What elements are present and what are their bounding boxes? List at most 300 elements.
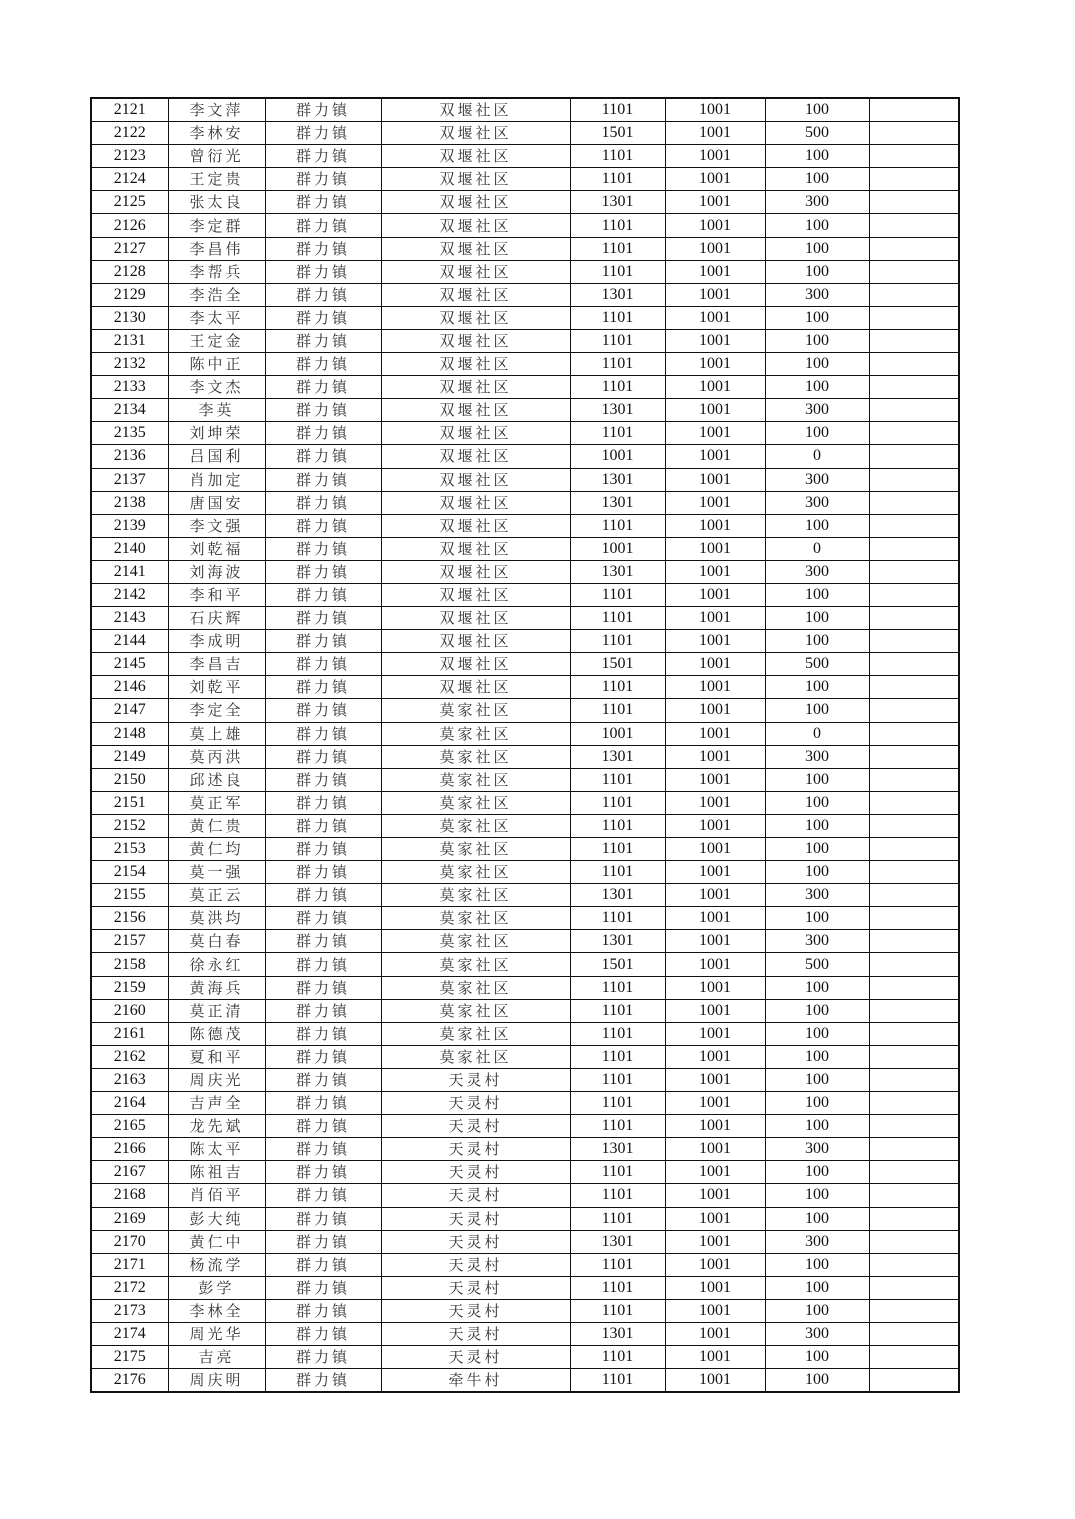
cell-amount: 100	[765, 1253, 869, 1276]
cell-number: 2174	[91, 1322, 168, 1345]
cell-code-1: 1001	[570, 445, 665, 468]
cell-code-1: 1101	[570, 838, 665, 861]
cell-number: 2167	[91, 1161, 168, 1184]
table-row	[91, 399, 959, 422]
table-row	[91, 676, 959, 699]
table-row	[91, 1092, 959, 1115]
cell-village: 天灵村	[381, 1115, 570, 1138]
table-row	[91, 468, 959, 491]
cell-code-1: 1101	[570, 676, 665, 699]
cell-village: 天灵村	[381, 1207, 570, 1230]
cell-code-2: 1001	[665, 1369, 765, 1393]
cell-number: 2134	[91, 399, 168, 422]
cell-number: 2160	[91, 999, 168, 1022]
cell-note	[869, 653, 959, 676]
cell-name: 李英	[168, 399, 265, 422]
cell-code-2: 1001	[665, 607, 765, 630]
cell-name: 徐永红	[168, 953, 265, 976]
cell-name: 肖佰平	[168, 1184, 265, 1207]
cell-note	[869, 1346, 959, 1369]
cell-town: 群力镇	[265, 1022, 381, 1045]
cell-note	[869, 1068, 959, 1091]
cell-village: 天灵村	[381, 1276, 570, 1299]
cell-village: 双堰社区	[381, 353, 570, 376]
cell-town: 群力镇	[265, 122, 381, 145]
cell-name: 莫正军	[168, 791, 265, 814]
cell-note	[869, 791, 959, 814]
cell-code-2: 1001	[665, 768, 765, 791]
cell-amount: 100	[765, 306, 869, 329]
cell-name: 石庆辉	[168, 607, 265, 630]
cell-town: 群力镇	[265, 1230, 381, 1253]
cell-code-2: 1001	[665, 745, 765, 768]
cell-code-1: 1301	[570, 560, 665, 583]
cell-village: 天灵村	[381, 1253, 570, 1276]
cell-number: 2154	[91, 861, 168, 884]
cell-amount: 100	[765, 583, 869, 606]
cell-name: 刘坤荣	[168, 422, 265, 445]
cell-number: 2162	[91, 1045, 168, 1068]
cell-name: 张太良	[168, 191, 265, 214]
cell-name: 吉声全	[168, 1092, 265, 1115]
cell-village: 双堰社区	[381, 607, 570, 630]
table-row	[91, 445, 959, 468]
cell-number: 2128	[91, 260, 168, 283]
table-row	[91, 1253, 959, 1276]
cell-number: 2126	[91, 214, 168, 237]
cell-town: 群力镇	[265, 1253, 381, 1276]
cell-code-1: 1101	[570, 999, 665, 1022]
cell-note	[869, 1115, 959, 1138]
cell-amount: 100	[765, 329, 869, 352]
cell-code-1: 1101	[570, 768, 665, 791]
table-row	[91, 168, 959, 191]
table-row	[91, 1230, 959, 1253]
cell-number: 2169	[91, 1207, 168, 1230]
cell-name: 彭学	[168, 1276, 265, 1299]
cell-code-1: 1101	[570, 907, 665, 930]
cell-number: 2158	[91, 953, 168, 976]
cell-amount: 100	[765, 1092, 869, 1115]
cell-name: 莫洪均	[168, 907, 265, 930]
cell-code-1: 1101	[570, 791, 665, 814]
table-row	[91, 1022, 959, 1045]
cell-village: 牵牛村	[381, 1369, 570, 1393]
cell-name: 邱述良	[168, 768, 265, 791]
cell-number: 2157	[91, 930, 168, 953]
cell-code-2: 1001	[665, 399, 765, 422]
cell-village: 双堰社区	[381, 676, 570, 699]
cell-code-1: 1101	[570, 145, 665, 168]
cell-note	[869, 699, 959, 722]
cell-name: 李昌伟	[168, 237, 265, 260]
cell-code-2: 1001	[665, 1115, 765, 1138]
cell-code-1: 1101	[570, 1068, 665, 1091]
cell-number: 2152	[91, 814, 168, 837]
cell-note	[869, 976, 959, 999]
cell-code-1: 1101	[570, 1092, 665, 1115]
cell-town: 群力镇	[265, 491, 381, 514]
cell-number: 2141	[91, 560, 168, 583]
cell-town: 群力镇	[265, 468, 381, 491]
cell-code-1: 1301	[570, 1230, 665, 1253]
cell-name: 李昌吉	[168, 653, 265, 676]
cell-code-1: 1101	[570, 168, 665, 191]
cell-note	[869, 1138, 959, 1161]
cell-town: 群力镇	[265, 745, 381, 768]
cell-amount: 100	[765, 999, 869, 1022]
cell-code-2: 1001	[665, 1138, 765, 1161]
cell-village: 莫家社区	[381, 884, 570, 907]
cell-village: 天灵村	[381, 1346, 570, 1369]
cell-code-1: 1101	[570, 630, 665, 653]
cell-note	[869, 260, 959, 283]
cell-town: 群力镇	[265, 722, 381, 745]
cell-town: 群力镇	[265, 1045, 381, 1068]
cell-amount: 100	[765, 1161, 869, 1184]
cell-town: 群力镇	[265, 607, 381, 630]
cell-code-2: 1001	[665, 191, 765, 214]
cell-code-1: 1101	[570, 306, 665, 329]
cell-name: 刘乾福	[168, 537, 265, 560]
cell-village: 双堰社区	[381, 168, 570, 191]
cell-amount: 100	[765, 861, 869, 884]
cell-name: 夏和平	[168, 1045, 265, 1068]
cell-village: 天灵村	[381, 1161, 570, 1184]
cell-code-2: 1001	[665, 168, 765, 191]
cell-number: 2164	[91, 1092, 168, 1115]
table-row	[91, 699, 959, 722]
cell-code-1: 1101	[570, 814, 665, 837]
table-row	[91, 191, 959, 214]
cell-code-2: 1001	[665, 953, 765, 976]
cell-number: 2150	[91, 768, 168, 791]
cell-code-1: 1101	[570, 353, 665, 376]
table-row	[91, 353, 959, 376]
cell-village: 双堰社区	[381, 653, 570, 676]
cell-note	[869, 768, 959, 791]
cell-name: 李文杰	[168, 376, 265, 399]
cell-amount: 300	[765, 884, 869, 907]
cell-village: 双堰社区	[381, 468, 570, 491]
cell-code-1: 1101	[570, 607, 665, 630]
cell-amount: 100	[765, 1045, 869, 1068]
cell-village: 天灵村	[381, 1068, 570, 1091]
cell-name: 周庆光	[168, 1068, 265, 1091]
cell-code-2: 1001	[665, 306, 765, 329]
table-row	[91, 1207, 959, 1230]
cell-code-1: 1301	[570, 283, 665, 306]
cell-amount: 100	[765, 422, 869, 445]
cell-note	[869, 145, 959, 168]
cell-name: 周光华	[168, 1322, 265, 1345]
cell-amount: 0	[765, 445, 869, 468]
cell-number: 2131	[91, 329, 168, 352]
cell-amount: 100	[765, 214, 869, 237]
cell-code-1: 1501	[570, 122, 665, 145]
cell-code-2: 1001	[665, 814, 765, 837]
cell-name: 李浩全	[168, 283, 265, 306]
cell-village: 莫家社区	[381, 814, 570, 837]
cell-amount: 100	[765, 630, 869, 653]
cell-code-2: 1001	[665, 514, 765, 537]
cell-code-1: 1101	[570, 1207, 665, 1230]
cell-town: 群力镇	[265, 1346, 381, 1369]
cell-amount: 100	[765, 237, 869, 260]
cell-note	[869, 884, 959, 907]
cell-town: 群力镇	[265, 260, 381, 283]
table-row	[91, 1045, 959, 1068]
cell-amount: 300	[765, 491, 869, 514]
cell-number: 2155	[91, 884, 168, 907]
table-row	[91, 653, 959, 676]
cell-number: 2122	[91, 122, 168, 145]
cell-amount: 100	[765, 168, 869, 191]
cell-village: 莫家社区	[381, 838, 570, 861]
cell-town: 群力镇	[265, 1299, 381, 1322]
cell-note	[869, 1092, 959, 1115]
cell-town: 群力镇	[265, 399, 381, 422]
cell-name: 杨流学	[168, 1253, 265, 1276]
cell-name: 陈德茂	[168, 1022, 265, 1045]
cell-village: 天灵村	[381, 1230, 570, 1253]
cell-amount: 100	[765, 607, 869, 630]
cell-number: 2135	[91, 422, 168, 445]
cell-village: 莫家社区	[381, 1022, 570, 1045]
cell-code-1: 1101	[570, 1022, 665, 1045]
cell-village: 莫家社区	[381, 861, 570, 884]
cell-number: 2133	[91, 376, 168, 399]
cell-number: 2156	[91, 907, 168, 930]
cell-village: 莫家社区	[381, 1045, 570, 1068]
cell-number: 2139	[91, 514, 168, 537]
cell-note	[869, 745, 959, 768]
cell-code-2: 1001	[665, 1299, 765, 1322]
cell-code-1: 1301	[570, 1322, 665, 1345]
cell-amount: 0	[765, 537, 869, 560]
cell-town: 群力镇	[265, 953, 381, 976]
cell-name: 李成明	[168, 630, 265, 653]
table-row	[91, 1276, 959, 1299]
cell-note	[869, 1022, 959, 1045]
cell-code-2: 1001	[665, 1322, 765, 1345]
table-row	[91, 722, 959, 745]
cell-name: 周庆明	[168, 1369, 265, 1393]
table-row	[91, 1346, 959, 1369]
table-row	[91, 907, 959, 930]
cell-note	[869, 1184, 959, 1207]
cell-name: 李和平	[168, 583, 265, 606]
cell-code-2: 1001	[665, 999, 765, 1022]
cell-town: 群力镇	[265, 884, 381, 907]
cell-town: 群力镇	[265, 1207, 381, 1230]
cell-code-2: 1001	[665, 699, 765, 722]
table-row	[91, 791, 959, 814]
table-row	[91, 583, 959, 606]
cell-code-1: 1301	[570, 1138, 665, 1161]
cell-code-1: 1101	[570, 699, 665, 722]
cell-code-1: 1301	[570, 468, 665, 491]
cell-name: 肖加定	[168, 468, 265, 491]
cell-amount: 100	[765, 353, 869, 376]
cell-name: 李林全	[168, 1299, 265, 1322]
cell-town: 群力镇	[265, 1276, 381, 1299]
cell-number: 2153	[91, 838, 168, 861]
table-row	[91, 838, 959, 861]
cell-note	[869, 468, 959, 491]
cell-number: 2143	[91, 607, 168, 630]
cell-amount: 100	[765, 768, 869, 791]
cell-code-2: 1001	[665, 976, 765, 999]
cell-village: 双堰社区	[381, 422, 570, 445]
cell-village: 双堰社区	[381, 145, 570, 168]
cell-number: 2161	[91, 1022, 168, 1045]
cell-town: 群力镇	[265, 861, 381, 884]
cell-code-1: 1301	[570, 491, 665, 514]
cell-village: 双堰社区	[381, 491, 570, 514]
cell-code-2: 1001	[665, 145, 765, 168]
cell-amount: 100	[765, 699, 869, 722]
table-row	[91, 237, 959, 260]
cell-amount: 100	[765, 976, 869, 999]
cell-code-2: 1001	[665, 676, 765, 699]
cell-name: 李帮兵	[168, 260, 265, 283]
cell-code-2: 1001	[665, 838, 765, 861]
cell-code-1: 1301	[570, 399, 665, 422]
cell-note	[869, 861, 959, 884]
cell-amount: 100	[765, 376, 869, 399]
cell-town: 群力镇	[265, 583, 381, 606]
cell-town: 群力镇	[265, 168, 381, 191]
cell-name: 李定群	[168, 214, 265, 237]
cell-village: 双堰社区	[381, 237, 570, 260]
cell-village: 双堰社区	[381, 98, 570, 122]
table-row	[91, 976, 959, 999]
cell-amount: 100	[765, 1184, 869, 1207]
cell-town: 群力镇	[265, 653, 381, 676]
cell-amount: 100	[765, 676, 869, 699]
cell-code-2: 1001	[665, 930, 765, 953]
table-row	[91, 884, 959, 907]
table-row	[91, 537, 959, 560]
cell-code-1: 1101	[570, 583, 665, 606]
cell-code-2: 1001	[665, 237, 765, 260]
table-row	[91, 122, 959, 145]
cell-number: 2127	[91, 237, 168, 260]
cell-code-1: 1101	[570, 1369, 665, 1393]
cell-code-2: 1001	[665, 861, 765, 884]
cell-note	[869, 98, 959, 122]
cell-note	[869, 630, 959, 653]
cell-note	[869, 399, 959, 422]
cell-village: 莫家社区	[381, 953, 570, 976]
cell-town: 群力镇	[265, 237, 381, 260]
cell-village: 莫家社区	[381, 722, 570, 745]
cell-amount: 100	[765, 98, 869, 122]
cell-town: 群力镇	[265, 98, 381, 122]
cell-code-2: 1001	[665, 653, 765, 676]
cell-note	[869, 237, 959, 260]
cell-name: 吉亮	[168, 1346, 265, 1369]
cell-town: 群力镇	[265, 306, 381, 329]
cell-note	[869, 1045, 959, 1068]
cell-amount: 100	[765, 1276, 869, 1299]
cell-code-1: 1101	[570, 376, 665, 399]
table-row	[91, 214, 959, 237]
cell-amount: 100	[765, 791, 869, 814]
cell-village: 双堰社区	[381, 445, 570, 468]
cell-code-2: 1001	[665, 884, 765, 907]
cell-town: 群力镇	[265, 214, 381, 237]
cell-amount: 100	[765, 260, 869, 283]
cell-code-2: 1001	[665, 329, 765, 352]
cell-name: 彭大纯	[168, 1207, 265, 1230]
cell-town: 群力镇	[265, 1369, 381, 1393]
cell-code-2: 1001	[665, 491, 765, 514]
cell-code-2: 1001	[665, 1161, 765, 1184]
cell-code-2: 1001	[665, 722, 765, 745]
cell-name: 莫白春	[168, 930, 265, 953]
cell-town: 群力镇	[265, 676, 381, 699]
cell-village: 双堰社区	[381, 376, 570, 399]
cell-note	[869, 930, 959, 953]
cell-code-2: 1001	[665, 1092, 765, 1115]
cell-village: 天灵村	[381, 1138, 570, 1161]
cell-name: 莫上雄	[168, 722, 265, 745]
cell-code-2: 1001	[665, 98, 765, 122]
cell-number: 2142	[91, 583, 168, 606]
table-row	[91, 283, 959, 306]
cell-amount: 100	[765, 1369, 869, 1393]
table-row	[91, 560, 959, 583]
cell-note	[869, 491, 959, 514]
cell-note	[869, 445, 959, 468]
cell-code-2: 1001	[665, 468, 765, 491]
cell-number: 2147	[91, 699, 168, 722]
cell-town: 群力镇	[265, 999, 381, 1022]
cell-name: 李林安	[168, 122, 265, 145]
cell-code-1: 1101	[570, 237, 665, 260]
cell-note	[869, 1369, 959, 1393]
cell-town: 群力镇	[265, 283, 381, 306]
cell-town: 群力镇	[265, 1092, 381, 1115]
table-row	[91, 1068, 959, 1091]
cell-number: 2171	[91, 1253, 168, 1276]
cell-name: 陈祖吉	[168, 1161, 265, 1184]
table-row	[91, 260, 959, 283]
cell-town: 群力镇	[265, 329, 381, 352]
cell-name: 李定全	[168, 699, 265, 722]
cell-number: 2136	[91, 445, 168, 468]
cell-number: 2121	[91, 98, 168, 122]
cell-village: 莫家社区	[381, 976, 570, 999]
cell-amount: 300	[765, 191, 869, 214]
cell-amount: 100	[765, 907, 869, 930]
cell-note	[869, 329, 959, 352]
cell-number: 2159	[91, 976, 168, 999]
cell-code-1: 1101	[570, 1253, 665, 1276]
cell-amount: 300	[765, 560, 869, 583]
cell-number: 2149	[91, 745, 168, 768]
cell-code-2: 1001	[665, 283, 765, 306]
cell-note	[869, 422, 959, 445]
cell-number: 2146	[91, 676, 168, 699]
cell-number: 2140	[91, 537, 168, 560]
cell-note	[869, 514, 959, 537]
cell-number: 2168	[91, 1184, 168, 1207]
cell-code-2: 1001	[665, 583, 765, 606]
cell-note	[869, 168, 959, 191]
